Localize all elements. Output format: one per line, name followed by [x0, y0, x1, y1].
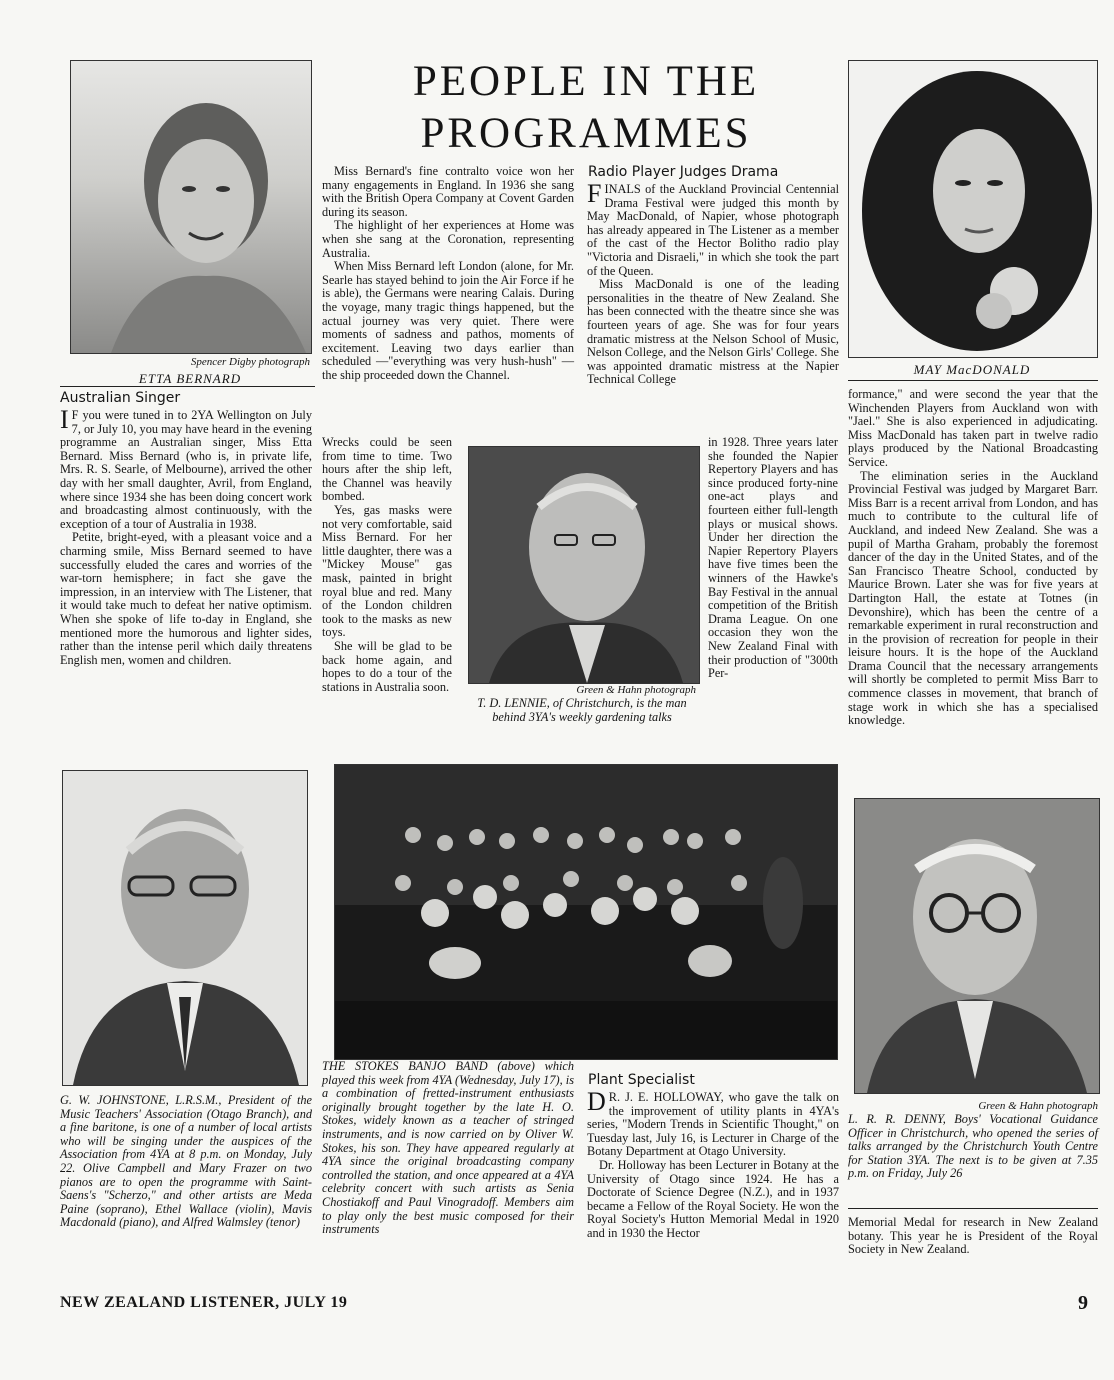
divider — [60, 386, 315, 387]
etta-article-col1 — [60, 405, 312, 667]
etta-article-col2-narrow — [322, 436, 452, 694]
etta-bernard-photo — [70, 60, 312, 354]
drama-article-col4 — [848, 388, 1098, 728]
lennie-photo-credit: Green & Hahn photograph — [576, 684, 696, 696]
plant-paragraph-3: Memorial Medal for research in New Zealand botany. This year he is President of the Royal Society in New Zealand. — [848, 1215, 1098, 1257]
drama-article-col3-narrow — [708, 436, 838, 681]
divider — [848, 380, 1098, 381]
drama-article-col3 — [587, 179, 839, 387]
denny-photo-credit: Green & Hahn photograph — [978, 1100, 1098, 1112]
etta-photo-credit: Spencer Digby photograph — [190, 356, 310, 368]
page-footer: NEW ZEALAND LISTENER, JULY 19 — [60, 1294, 348, 1311]
plant-article-col3 — [587, 1087, 839, 1241]
radio-player-heading: Radio Player Judges Drama — [588, 164, 779, 180]
plant-article-col4 — [848, 1216, 1098, 1257]
page-number: 9 — [1078, 1292, 1089, 1314]
australian-singer-heading: Australian Singer — [60, 390, 181, 406]
lennie-caption: T. D. LENNIE, of Christchurch, is the man behind 3YA's weekly gardening talks — [477, 696, 687, 724]
etta-article-col2 — [322, 165, 574, 383]
denny-photo — [854, 798, 1100, 1094]
plant-specialist-heading: Plant Specialist — [588, 1072, 695, 1088]
plant-dropcap: D — [587, 1087, 606, 1116]
title-line-1: PEOPLE IN THE — [412, 58, 760, 105]
etta-paragraph-5: When Miss Bernard left London (alone, for Mr. Searle has stayed behind to join the Air Force if he is able), the Germans were nearing Calais. During the voyage, many tragic things happened, but the actual journey was very quiet. There were moments of sadness and pathos, moments of excitement. Leaving two days earlier than scheduled —"everything was very hush-hush" — the ship proceeded down the Channel. — [322, 259, 574, 382]
etta-paragraph-6: Wrecks could be seen from time to time. Two hours after the ship left, the Channel was heavily bombed. — [322, 435, 452, 504]
drama-paragraph-1: INALS of the Auckland Provincial Centennial Drama Festival were judged this month by May MacDonald, of Napier, whose photograph has already appeared in The Listener as a member of the cast of the Hector Bolitho radio play "Victoria and Disraeli," in which she took the part of the Queen. — [587, 182, 839, 278]
drama-paragraph-3: in 1928. Three years later she founded the Napier Repertory Players and has since produced forty-nine one-act plays and fourteen either full-length plays or musical shows. Under her direction the Napier Repertory Players have five times been the winners of the Hawke's Bay Festival in the annual competition of the British Drama League. On one occasion they won the New Zealand Final with their production of "300th Per- — [708, 435, 838, 681]
etta-paragraph-1: F you were tuned in to 2YA Wellington on July 7, or July 10, you may have heard in the evening programme an Australian singer, Miss Etta Bernard. Miss Bernard (who is, in private life, Mrs. R. S. Searle, of Melbourne), arrived the other day with her small daughter, Avril, from England, where since 1934 she has been doing concert work and broadcasting almost continuously, with the exception of a tour of Australia in 1938. — [60, 408, 312, 531]
drama-dropcap: F — [587, 179, 602, 208]
etta-paragraph-3: Miss Bernard's fine contralto voice won her many engagements in England. In 1936 she sang with the British Opera Company at Covent Garden during its season. — [322, 164, 574, 219]
lennie-photo — [468, 446, 700, 684]
title-line-2: PROGRAMMES — [420, 110, 752, 157]
plant-paragraph-1: R. J. E. HOLLOWAY, who gave the talk on the improvement of utility plants in 4YA's series, "Modern Trends in Scientific Thought," on Tuesday last, July 16, is Lecturer in Charge of the Botany Department at Otago University. — [587, 1090, 839, 1159]
plant-paragraph-2: Dr. Holloway has been Lecturer in Botany at the University of Otago since 1924. He has a Doctorate of Science Degree (N.Z.), and in 1937 became a Fellow of the Royal Society. He won the Royal Society's Hutton Memorial Medal in 1920 and in 1930 the Hector — [587, 1157, 839, 1240]
drama-paragraph-4: formance," and were second the year that the Winchenden Players from Auckland won with "Jael." She is also experienced in adjudicating. Miss MacDonald has taken part in twelve radio plays produced by the National Broadcasting Service. — [848, 387, 1098, 469]
johnstone-caption: G. W. JOHNSTONE, L.R.S.M., President of the Music Teachers' Association (Otago Branch), and a fine baritone, is one of a number of local artists who will be singing under the auspices of the Association from 4YA at 8 p.m. on Monday, July 22. Olive Campbell and Mary Frazer on two pianos are to open the programme with Saint-Saens's "Scherzo," and other artists are Meda Paine (soprano), Ethel Wallace (violin), Mavis Macdonald (piano), and Alfred Walmsley (tenor) — [60, 1093, 312, 1230]
may-name-caption: MAY MacDONALD — [913, 362, 1031, 377]
etta-paragraph-2: Petite, bright-eyed, with a pleasant voice and a charming smile, Miss Bernard seemed to have successfully eluded the cares and worries of the war-torn hemisphere; in fact she gave the impression, in an interview with The Listener, that it would take much to defeat her native optimism. When she spoke of life to-day in England, she mentioned more the humorous and lighter sides, rather than the intense peril which daily threatens English men, women and children. — [60, 530, 312, 667]
etta-paragraph-8: She will be glad to be back home again, and hopes to do a tour of the stations in Australia soon. — [322, 638, 452, 694]
drama-paragraph-2: Miss MacDonald is one of the leading personalities in the theatre of New Zealand. She has been connected with the theatre since she was fourteen years of age. She was for four years dramatic mistress at the Nelson School of Music, Nelson College, and the Nelson Girls' College. She was appointed dramatic mistress at the Napier Technical College — [587, 277, 839, 387]
johnstone-photo — [62, 770, 308, 1086]
etta-paragraph-7: Yes, gas masks were not very comfortable, said Miss Bernard. For her little daughter, there was a "Mickey Mouse" gas mask, painted in bright royal blue and red. Many of the London children took to the masks as new toys. — [322, 502, 452, 640]
stokes-banjo-band-photo — [334, 764, 838, 1060]
etta-paragraph-4: The highlight of her experiences at Home was when she sang at the Coronation, representing Australia. — [322, 218, 574, 260]
page-title — [336, 56, 836, 160]
may-macdonald-photo — [848, 60, 1098, 358]
denny-caption: L. R. R. DENNY, Boys' Vocational Guidance Officer in Christchurch, who opened the series of talks arranged by the Christchurch Youth Centre for Station 3YA. The next is to be given at 7.35 p.m. on Friday, July 26 — [848, 1112, 1098, 1181]
divider — [848, 1208, 1098, 1209]
etta-name-caption: ETTA BERNARD — [138, 371, 242, 386]
banjo-band-caption: THE STOKES BANJO BAND (above) which played this week from 4YA (Wednesday, July 17), is a combination of fretted-instrument enthusiasts originally brought together by the late H. O. Stokes, widely known as a teacher of stringed instruments, and is now carried on by Oliver W. Stokes, his son. They have appeared regularly at 4YA since the original broadcasting company controlled the station, and once appeared at a 4YA celebrity concert with such artists as Senia Chostiakoff and Paul Vinogradoff. Members aim to play only the best music composed for their instruments — [322, 1059, 574, 1237]
drama-paragraph-5: The elimination series in the Auckland Provincial Festival was judged by Margaret Barr. Miss Barr is a recent arrival from London, and has much to contribute to the cultural life of Auckland, and indeed New Zealand. She was a pupil of Martha Graham, probably the foremost dancer of the day in the United States, and of the San Francisco Theatre School, conducted by Maurice Brown. Later she was for five years at Dartington Hall, the estate at Totnes (in Devonshire), which has been the centre of a remarkable experiment in rural reconstruction and in the provision of recreation for people in their leisure hours. It is the hope of the Auckland Drama Council that the necessary arrangements will shortly be completed to permit Miss Barr to commence classes in movement, that branch of stage work in which she has a specialised knowledge. — [848, 468, 1098, 728]
etta-dropcap: I — [60, 405, 69, 434]
